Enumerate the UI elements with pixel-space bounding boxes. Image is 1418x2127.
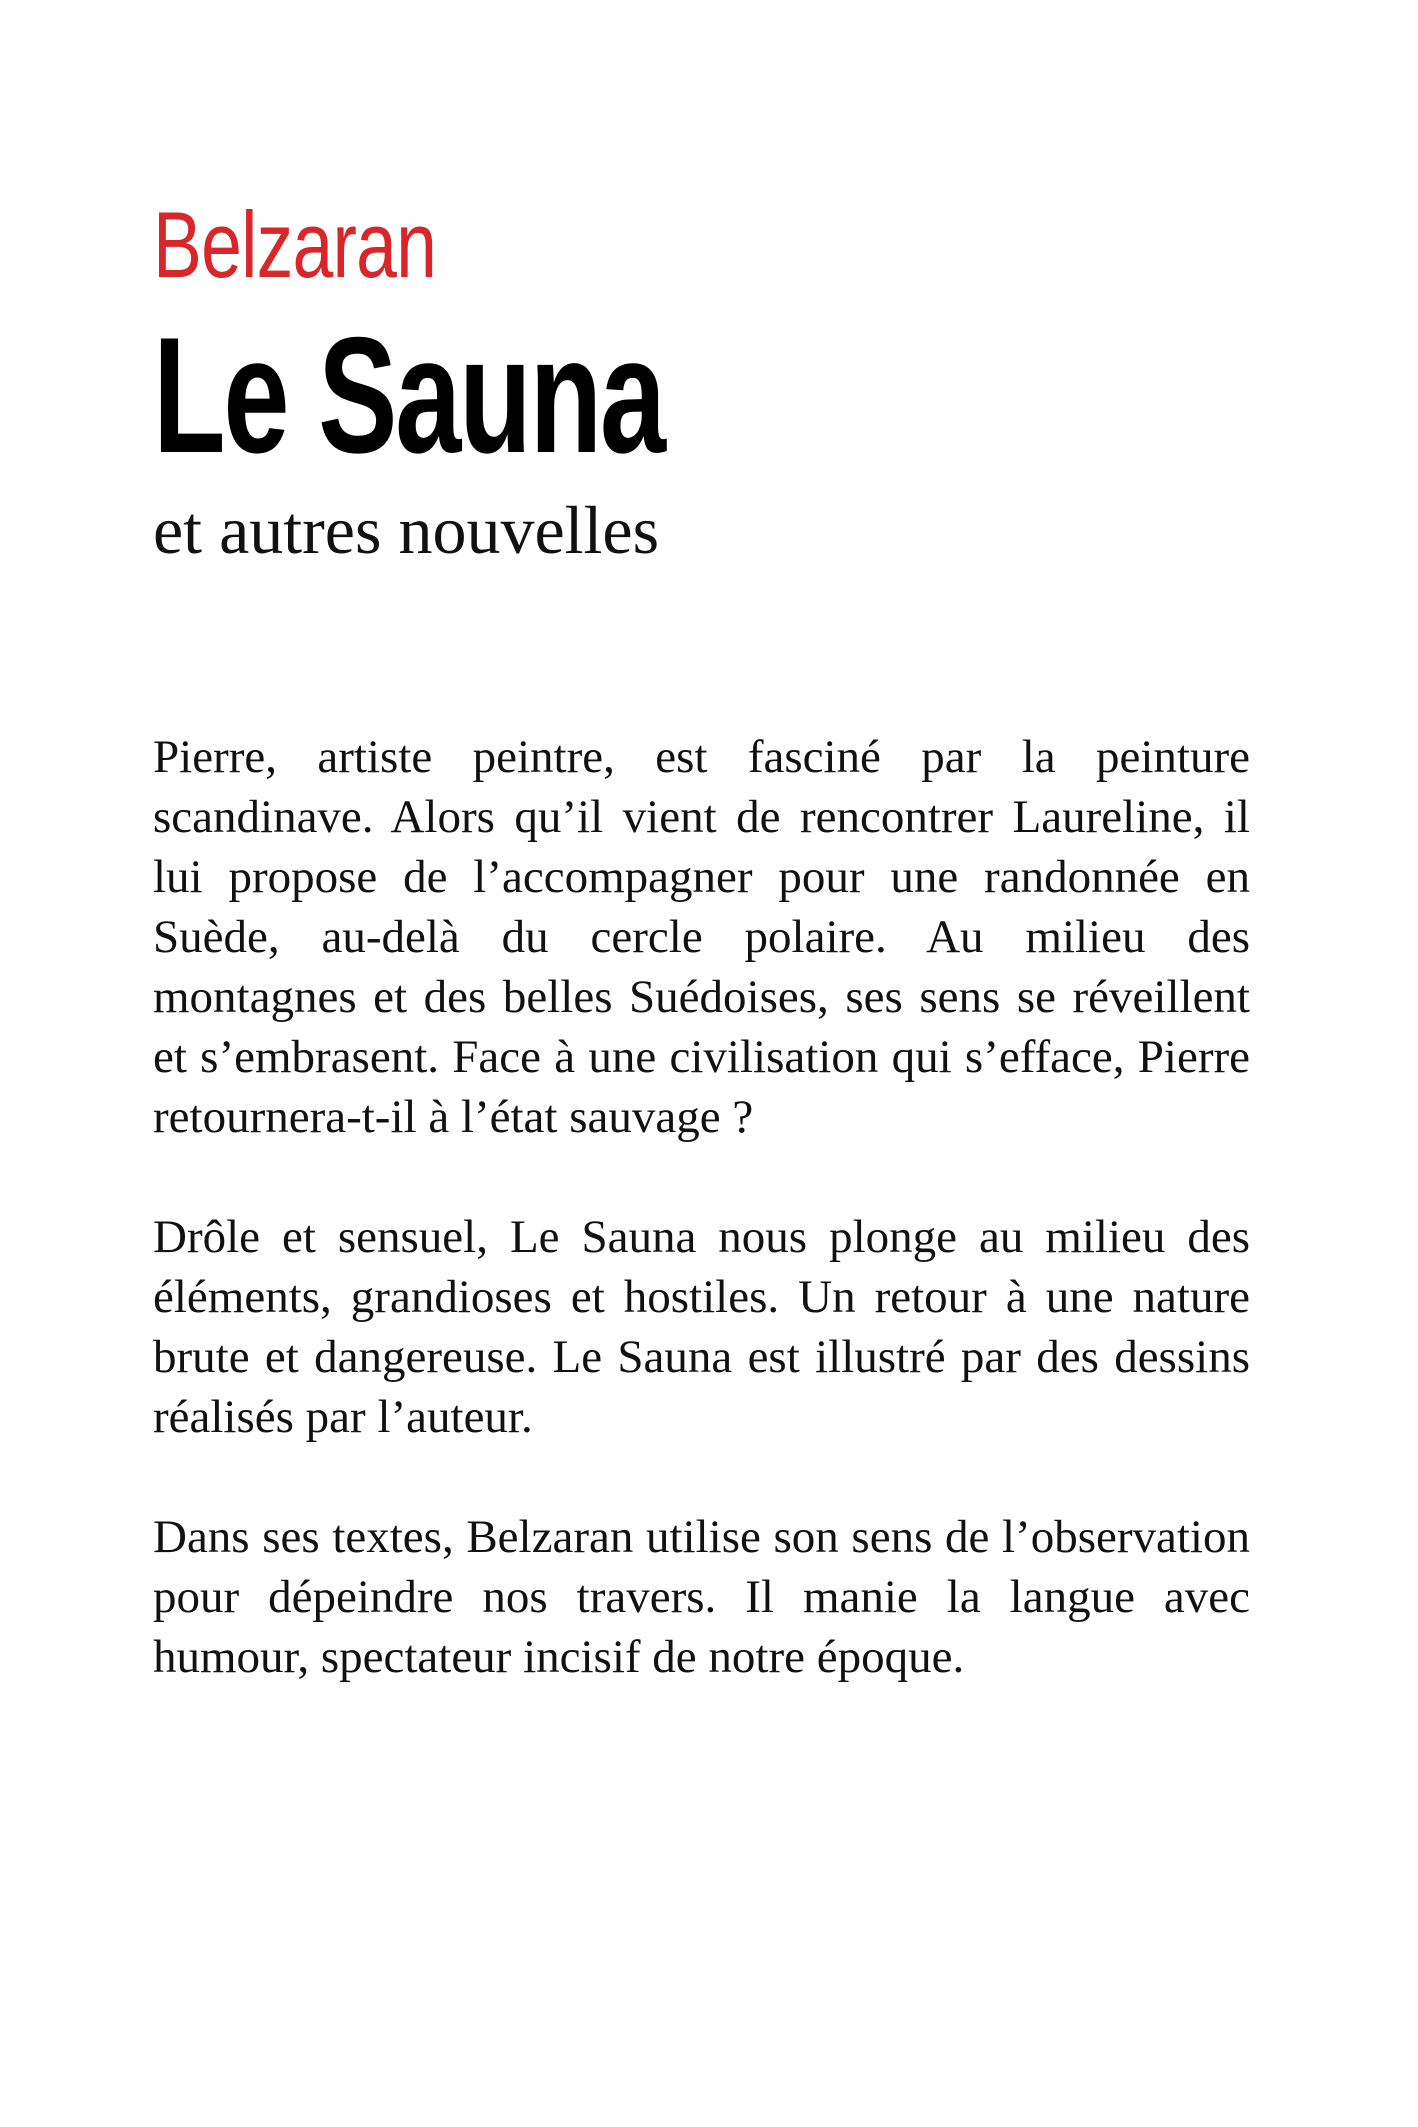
author-name: Belzaran bbox=[153, 192, 437, 297]
blurb-paragraph: Pierre, artiste peintre, est fasciné par la peinture scandinave. Alors qu’il vient de rencontrer Laureline, il lui propose de l’accompagner pour une randonnée en Suède, au-delà du cercle polaire. Au milieu des montagnes et des belles Suédoises, ses sens se réveillent et s’embrasent. Face à une civilisation qui s’efface, Pierre retournera-t-il à l’état sauvage ? bbox=[153, 731, 1250, 1143]
blurb-paragraph: Drôle et sensuel, Le Sauna nous plonge au milieu des éléments, grandioses et hostiles. Un retour à une nature brute et dangereuse. Le Sauna est illustré par des dessins réalisés par l’auteur. bbox=[153, 1211, 1250, 1443]
book-title: Le Sauna bbox=[153, 303, 664, 487]
blurb-paragraph: Dans ses textes, Belzaran utilise son sens de l’observation pour dépeindre nos travers. Il manie la langue avec humour, spectateur incisif de notre époque. bbox=[153, 1511, 1250, 1683]
cover-header bbox=[153, 190, 1253, 570]
book-subtitle: et autres nouvelles bbox=[153, 492, 660, 568]
blurb-text bbox=[153, 727, 1250, 1747]
